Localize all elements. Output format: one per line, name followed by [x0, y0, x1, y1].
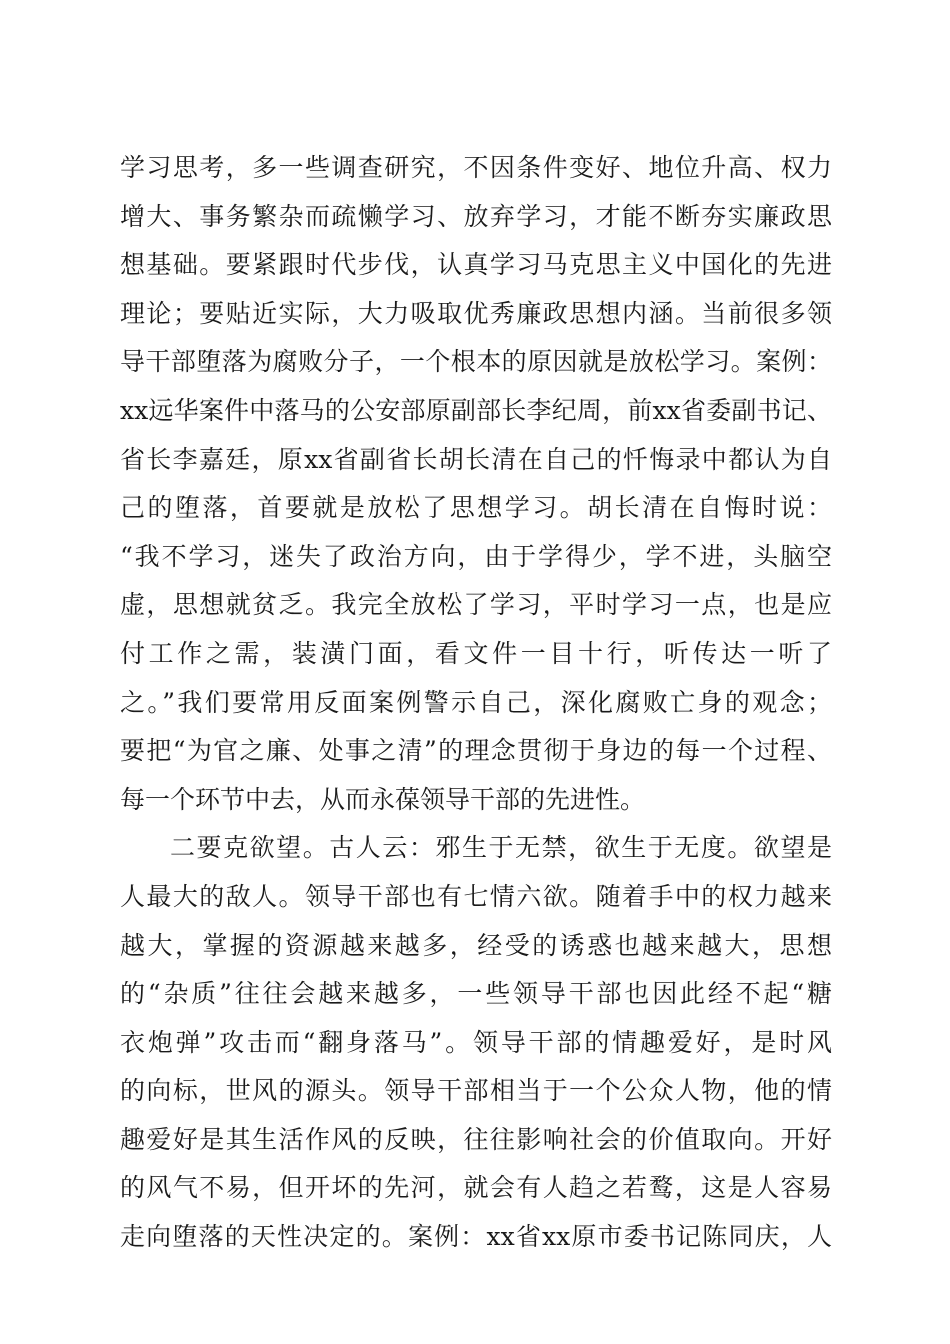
text-line: 的风气不易，但开坏的先河，就会有人趋之若鹜，这是人容易	[120, 1173, 832, 1203]
text-line: 每一个环节中去，从而永葆领导干部的先进性。	[120, 784, 646, 814]
text-line: 付工作之需，装潢门面，看文件一目十行，听传达一听了	[120, 638, 832, 668]
text-line: 省长李嘉廷，原xx省副省长胡长清在自己的忏悔录中都认为自	[120, 444, 832, 474]
text-line: xx远华案件中落马的公安部原副部长李纪周，前xx省委副书记、	[120, 395, 832, 425]
text-line: 越大，掌握的资源越来越多，经受的诱惑也越来越大，思想	[120, 930, 832, 960]
text-line: 理论；要贴近实际，大力吸取优秀廉政思想内涵。当前很多领	[120, 298, 832, 328]
text-line: 虚，思想就贫乏。我完全放松了学习，平时学习一点，也是应	[120, 590, 832, 620]
text-line: 学习思考，多一些调查研究，不因条件变好、地位升高、权力	[120, 153, 832, 182]
text-line: 衣炮弹”攻击而“翻身落马”。领导干部的情趣爱好，是时风	[120, 1027, 832, 1057]
text-line: 趣爱好是其生活作风的反映，往往影响社会的价值取向。开好	[120, 1124, 832, 1154]
paragraph-first-line: 二要克欲望。古人云：邪生于无禁，欲生于无度。欲望是	[170, 833, 832, 863]
text-line: 走向堕落的天性决定的。案例：xx省xx原市委书记陈同庆，人	[120, 1222, 832, 1252]
text-line: 人最大的敌人。领导干部也有七情六欲。随着手中的权力越来	[120, 881, 832, 911]
text-line: 的“杂质”往往会越来越多，一些领导干部也因此经不起“糖	[120, 979, 832, 1009]
text-line: 的向标，世风的源头。领导干部相当于一个公众人物，他的情	[120, 1076, 832, 1106]
body-text	[120, 144, 832, 1262]
text-line: 要把“为官之廉、处事之清”的理念贯彻于身边的每一个过程、	[120, 736, 832, 766]
text-line: 想基础。要紧跟时代步伐，认真学习马克思主义中国化的先进	[120, 250, 832, 280]
text-line: 己的堕落，首要就是放松了思想学习。胡长清在自悔时说：	[120, 493, 832, 523]
text-line: “我不学习，迷失了政治方向，由于学得少，学不进，头脑空	[120, 541, 832, 571]
text-line: 增大、事务繁杂而疏懒学习、放弃学习，才能不断夯实廉政思	[120, 201, 832, 231]
text-line: 导干部堕落为腐败分子，一个根本的原因就是放松学习。案例：	[120, 347, 832, 377]
text-line: 之。”我们要常用反面案例警示自己，深化腐败亡身的观念；	[120, 687, 832, 717]
